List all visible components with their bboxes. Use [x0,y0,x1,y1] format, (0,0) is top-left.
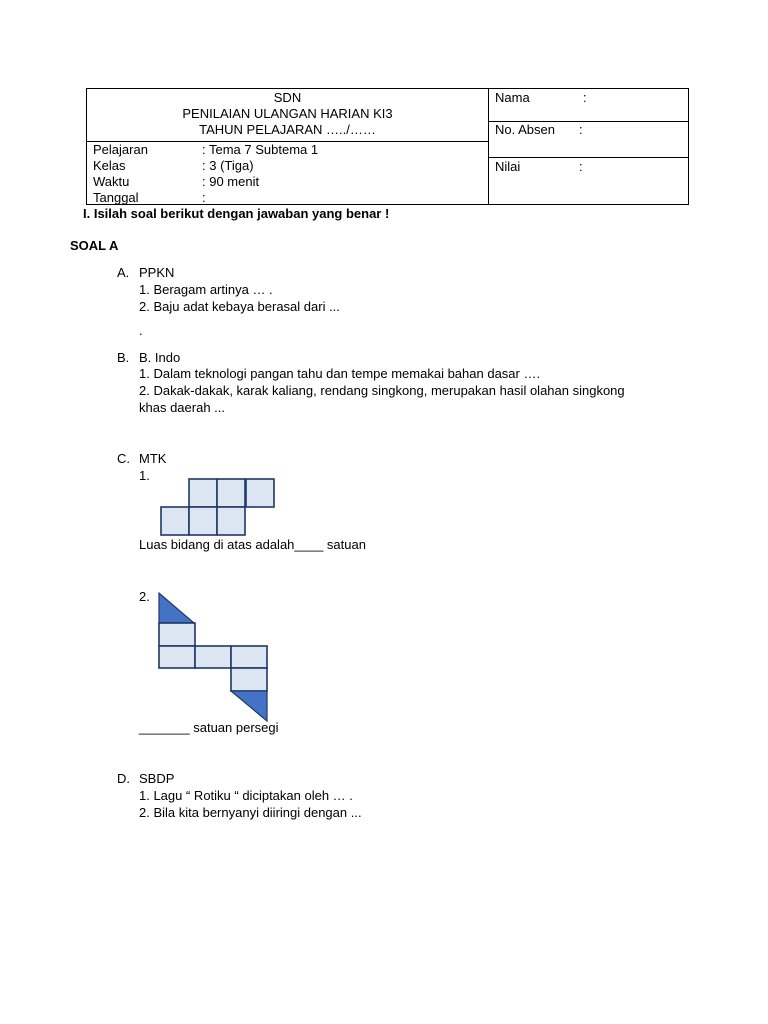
grid-cell [159,646,195,668]
grid-cell [159,623,195,646]
section-title: SOAL A [70,238,119,253]
info-value-waktu: : 90 menit [202,174,260,189]
stray-dot: . [139,323,143,338]
section-c-name: MTK [139,451,167,466]
grid-cell [195,646,231,668]
question-c1-text: Luas bidang di atas adalah____ satuan [139,537,366,552]
grid-cell [231,668,267,691]
grid-cell [231,646,267,668]
info-label-kelas: Kelas [93,158,126,173]
grid-cell [189,507,217,535]
question-a1: 1. Beragam artinya … . [139,282,273,297]
school-name: SDN [273,90,302,105]
info-label-tanggal: Tanggal [93,190,139,205]
info-label-waktu: Waktu [93,174,130,189]
grid-figure-2 [154,590,272,722]
field-colon-nilai: : [579,159,583,174]
question-b1: 1. Dalam teknologi pangan tahu dan tempe memakai bahan dasar …. [139,366,541,381]
question-c2-text: _______ satuan persegi [139,720,279,735]
section-b-name: B. Indo [139,350,181,365]
instruction: I. Isilah soal berikut dengan jawaban yang benar ! [83,206,390,221]
exam-title: PENILAIAN ULANGAN HARIAN KI3 [182,106,393,121]
question-c2-number: 2. [139,589,150,604]
section-a-name: PPKN [139,265,175,280]
grid-cell [217,479,245,507]
divider [488,157,689,158]
school-year: TAHUN PELAJARAN …../…… [199,122,376,137]
question-c1-number: 1. [139,468,150,483]
section-d-letter: D. [117,771,130,786]
shaded-triangle [159,593,194,623]
header-table [86,88,689,205]
grid-cell [217,507,245,535]
field-colon-nama: : [583,90,587,105]
section-d-name: SBDP [139,771,175,786]
question-d1: 1. Lagu “ Rotiku “ diciptakan oleh … . [139,788,353,803]
info-value-tanggal: : [202,190,206,205]
field-label-absen: No. Absen [495,122,555,137]
grid-cell [246,479,274,507]
question-b2-line1: 2. Dakak-dakak, karak kaliang, rendang singkong, merupakan hasil olahan singkong [139,383,625,398]
info-value-pelajaran: : Tema 7 Subtema 1 [202,142,319,157]
grid-figure-1 [155,474,280,540]
field-label-nilai: Nilai [495,159,521,174]
section-c-letter: C. [117,451,130,466]
field-label-nama: Nama [495,90,530,105]
grid-cell [189,479,217,507]
shaded-triangle [231,691,267,721]
divider [488,89,489,204]
section-a-letter: A. [117,265,130,280]
info-label-pelajaran: Pelajaran [93,142,148,157]
question-d2: 2. Bila kita bernyanyi diiringi dengan ... [139,805,362,820]
question-a2: 2. Baju adat kebaya berasal dari ... [139,299,340,314]
section-b-letter: B. [117,350,130,365]
question-b2-line2: khas daerah ... [139,400,225,415]
info-value-kelas: : 3 (Tiga) [202,158,254,173]
field-colon-absen: : [579,122,583,137]
grid-cell [161,507,189,535]
